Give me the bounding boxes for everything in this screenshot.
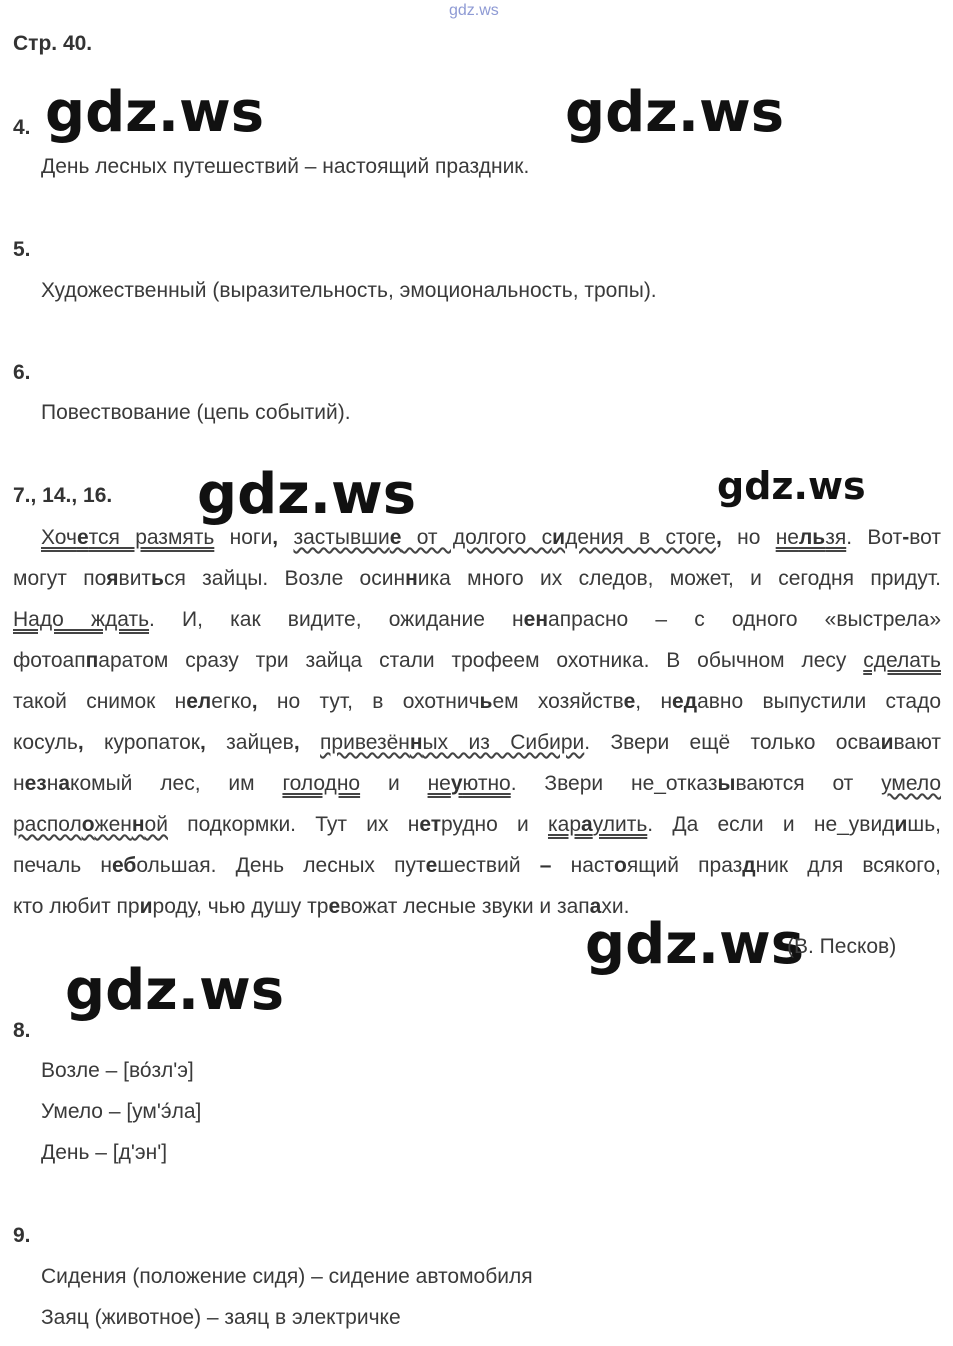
predicate-segment: караулить bbox=[547, 813, 648, 836]
watermark-logo: gdz.ws bbox=[565, 80, 785, 145]
task-number: 5. bbox=[13, 238, 31, 261]
text-line: могут появиться зайцы. Возле осинника много их следов, может, и сегодня придут. bbox=[13, 567, 942, 590]
text-line: такой снимок нелегко, но тут, в охотничьем хозяйстве, недавно выпустили стадо bbox=[13, 690, 942, 713]
text-line: расположенной подкормки. Тут их нетрудно и караулить. Да если и не_увидишь, bbox=[13, 813, 941, 836]
predicate-segment: голодно bbox=[282, 772, 361, 795]
task-answer: День лесных путешествий – настоящий праздник. bbox=[41, 155, 530, 178]
watermark-logo: gdz.ws bbox=[45, 80, 265, 145]
text-line: Надо ждать. И, как видите, ожидание ненапрасно – с одного «выстрела» bbox=[13, 608, 941, 631]
watermark-logo: gdz.ws bbox=[197, 462, 417, 527]
watermark-logo: gdz.ws bbox=[65, 958, 285, 1023]
task-number: 8. bbox=[13, 1019, 31, 1042]
task-number: 9. bbox=[13, 1224, 31, 1247]
text-line: незнакомый лес, им голодно и неуютно. Звери не_отказываются от умело bbox=[13, 772, 942, 795]
watermark-logo: gdz.ws bbox=[585, 912, 805, 977]
text-line: косуль, куропаток, зайцев, привезённых из Сибири. Звери ещё только осваивают bbox=[13, 731, 942, 754]
participle-phrase: привезённых из Сибири bbox=[320, 731, 585, 754]
task-number: 6. bbox=[13, 361, 31, 384]
participle-phrase: умело bbox=[881, 772, 942, 795]
homonym-item: Заяц (животное) – заяц в электричке bbox=[41, 1306, 401, 1329]
predicate-segment: нельзя bbox=[775, 526, 847, 549]
transcription-item: Возле – [во́зл'э] bbox=[41, 1059, 194, 1082]
predicate-segment: сделать bbox=[863, 649, 941, 672]
author-signature: (В. Песков) bbox=[787, 935, 897, 958]
transcription-item: Умело – [ум'э́ла] bbox=[41, 1100, 202, 1123]
predicate-segment: Хочется размять bbox=[41, 526, 215, 549]
participle-phrase: застывшие от долгого сидения в стоге bbox=[293, 526, 716, 549]
text-line: кто любит природу, чью душу тревожат лесные звуки и запахи. bbox=[13, 895, 630, 918]
task-number: 7., 14., 16. bbox=[13, 484, 113, 507]
text-line: Хочется размять ноги, застывшие от долгого сидения в стоге, но нельзя. Вот-вот bbox=[41, 526, 941, 549]
page-title: Стр. 40. bbox=[13, 32, 93, 55]
predicate-segment: неуютно bbox=[427, 772, 511, 795]
participle-phrase: расположенной bbox=[13, 813, 168, 836]
predicate-segment: Надо ждать bbox=[13, 608, 150, 631]
task-answer: Художественный (выразительность, эмоциональность, тропы). bbox=[41, 279, 657, 302]
task-answer: Повествование (цепь событий). bbox=[41, 401, 351, 424]
homonym-item: Сидения (положение сидя) – сидение автомобиля bbox=[41, 1265, 533, 1288]
text-line: печаль небольшая. День лесных путешествий – настоящий праздник для всякого, bbox=[13, 854, 941, 877]
transcription-item: День – [д'эн'] bbox=[41, 1141, 168, 1164]
site-watermark-top: gdz.ws bbox=[449, 2, 499, 19]
watermark-logo: gdz.ws bbox=[717, 464, 866, 508]
task-number: 4. bbox=[13, 116, 31, 139]
text-line: фотоаппаратом сразу три зайца стали трофеем охотника. В обычном лесу сделать bbox=[13, 649, 941, 672]
